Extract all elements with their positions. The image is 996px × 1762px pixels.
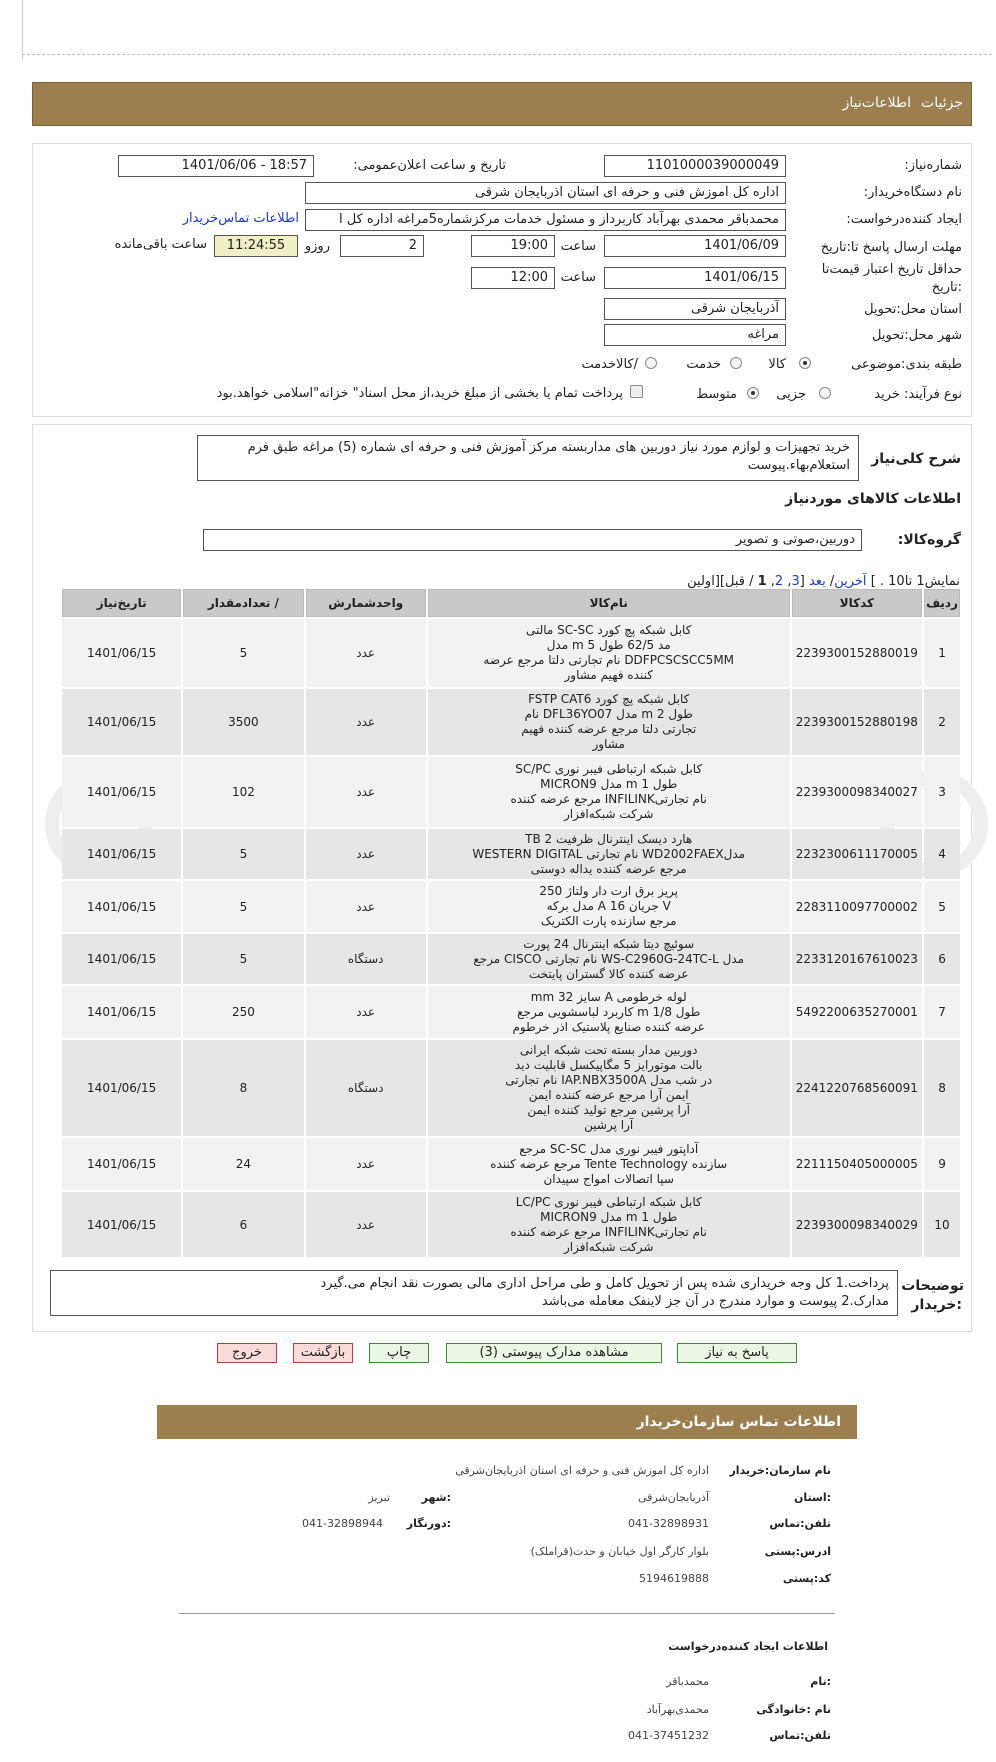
contact-city-label: :شهر	[421, 1491, 451, 1504]
days-label: روزو	[304, 239, 330, 254]
item-description-line: سازنده Tente Technology مرجع عرضه کننده	[490, 1156, 728, 1171]
contact-address-label: ادرس‌:پستی	[764, 1545, 831, 1558]
cell-need-date: 1401/06/15	[62, 689, 181, 755]
item-description-line: DDFPCSCSCC5MM نام تجارتی دلتا مرجع عرضه	[483, 653, 735, 667]
creator-field: محمدباقر محمدی بهرآباد کاربرداز و مسئول خدمات مرکزشماره5مراغه اداره کل ا	[305, 209, 786, 231]
creator-phone-label: تلفن‌:تماس	[769, 1729, 831, 1742]
cell-item-name	[428, 1040, 790, 1136]
col-header-unit: واحدشمارش	[306, 589, 426, 617]
item-description-line: سپا اتصالات امواج سپیدان	[543, 1171, 674, 1186]
exit-button[interactable]: خروج	[217, 1343, 277, 1363]
cell-item-code: 2232300611170005	[792, 829, 922, 879]
process-label: نوع فرآیند: خرید	[874, 387, 962, 402]
item-description-line: مدلWD2002FAEX نام تجارتی WESTERN DIGITAL	[472, 846, 746, 861]
cell-unit: عدد	[306, 619, 426, 687]
table-row	[62, 619, 960, 687]
process-partial-label: جزیی	[776, 387, 806, 402]
goods-info-label: اطلاعات کالاهای موردنیاز	[785, 491, 961, 507]
print-button[interactable]: چاپ	[369, 1343, 429, 1363]
cell-row-number: 6	[924, 934, 960, 984]
notes-label: توضیحات	[901, 1278, 964, 1294]
item-description-line: مدل WS-C2960G-24TC-L نام تجارتی CISCO مرجع	[473, 951, 745, 966]
table-row	[62, 1040, 960, 1136]
pagination-page-2[interactable]: 2	[774, 574, 784, 589]
cell-item-code: 2239300152880019	[792, 619, 922, 687]
creator-family-label: نام :خانوادگی	[756, 1703, 831, 1716]
cell-item-name	[428, 881, 790, 932]
category-goods-label: کالا	[768, 357, 786, 372]
item-description-line: در شب مدل IAP.NBX3500A نام تجارتی	[505, 1073, 713, 1087]
province-label: استان محل‌:تحویل	[864, 302, 962, 317]
cell-item-code: 2239300098340029	[792, 1192, 922, 1257]
creator-phone-value: 041-37451232	[628, 1729, 709, 1742]
creator-label: ایجاد کننده‌درخواست:	[846, 212, 962, 227]
category-both-radio[interactable]	[645, 357, 657, 369]
deadline-hour-label: ساعت	[560, 239, 596, 254]
item-description-line: دوربین مدار بسته تحت شبکه ایرانی	[519, 1043, 698, 1057]
cell-item-name	[428, 986, 790, 1038]
cell-unit: عدد	[306, 986, 426, 1038]
table-header-row	[62, 589, 960, 617]
contact-header	[157, 1405, 857, 1439]
summary-label: شرح کلی‌نیاز	[871, 451, 961, 467]
notes-line-2: مدارک.2 پیوست و موارد مندرج در آن جز لاینفک معامله می‌باشد	[541, 1294, 889, 1309]
item-description-line: مرجع سازنده پارت الکتریک	[540, 914, 677, 928]
cell-quantity: 5	[183, 881, 303, 932]
cell-item-code: 2233120167610023	[792, 934, 922, 984]
item-description-line: مرجع عرضه کننده یداله دوستی	[530, 861, 687, 876]
back-button[interactable]: بازگشت	[293, 1343, 353, 1363]
need-number-field: 1101000039000049	[604, 155, 786, 177]
contact-title: اطلاعات تماس سازمان‌خریدار	[636, 1414, 841, 1430]
cell-item-name	[428, 1192, 790, 1257]
item-description-line: پریز برق ارت دار ولتاژ 250	[539, 884, 678, 898]
cell-quantity: 8	[183, 1040, 303, 1136]
cell-unit: دستگاه	[306, 934, 426, 984]
buyer-label: نام دستگاه‌خریدار:	[863, 185, 962, 200]
cell-need-date: 1401/06/15	[62, 881, 181, 932]
cell-need-date: 1401/06/15	[62, 1138, 181, 1190]
contact-fax-value: 041-32898944	[302, 1517, 383, 1530]
cell-unit: عدد	[306, 881, 426, 932]
pagination-page-1: 1	[757, 574, 767, 589]
cell-unit: عدد	[306, 689, 426, 755]
city-field: مراغه	[604, 324, 786, 346]
cell-row-number: 10	[924, 1192, 960, 1257]
contact-postal-label: کد‌:پستی	[782, 1572, 831, 1585]
pagination: نمایش1 تا10 . ] آخرین/ بعد [3, 2, 1 / قبل][اولین	[687, 574, 960, 589]
item-description-line: کابل شبکه ارتباطی فیبر نوری LC/PC	[515, 1194, 702, 1209]
cell-need-date: 1401/06/15	[62, 986, 181, 1038]
item-description-line: شرکت شبکه‌افزار	[563, 807, 654, 821]
items-table-wrapper	[60, 587, 962, 1259]
col-header-qty: / تعدادمقدار	[183, 589, 303, 617]
items-table	[60, 587, 962, 1259]
cell-need-date: 1401/06/15	[62, 619, 181, 687]
table-row	[62, 1192, 960, 1257]
pagination-next-link[interactable]: بعد	[808, 574, 826, 589]
col-header-code: کدکالا	[792, 589, 922, 617]
item-description-line: آرا پرشین مرجع تولید کننده ایمن	[527, 1103, 690, 1117]
item-description-line: کننده فهیم مشاور	[564, 668, 653, 682]
item-description-line: عرضه کننده صنایع پلاستیک اذر خرطوم	[512, 1019, 705, 1034]
cell-item-code: 5492200635270001	[792, 986, 922, 1038]
item-description	[432, 1195, 786, 1255]
cell-item-name	[428, 689, 790, 755]
summary-field: خرید تجهیزات و لوازم مورد نیاز دوربین های مداربسته مرکز آموزش فنی و حرفه ای شماره (5) مراغه طبق فرم استعلام‌بهاء.پیوست	[197, 435, 859, 481]
cell-item-name	[428, 619, 790, 687]
item-description	[432, 1142, 786, 1187]
contact-postal-value: 5194619888	[639, 1572, 709, 1585]
deadline-date-field: 1401/06/09	[604, 235, 786, 257]
notes-line-1: پرداخت.1 کل وجه خریداری شده پس از تحویل کامل و طی مراحل اداری مالی بصورت نقد انجام می.گیرد	[320, 1276, 889, 1291]
tab-details[interactable]: جزئیات	[921, 95, 963, 111]
need-number-label: شماره‌نیاز:	[904, 158, 962, 173]
contact-province-value: آذربایجان‌شرقی	[638, 1491, 709, 1504]
process-partial-radio[interactable]	[819, 387, 831, 399]
item-description-line: مشاور	[592, 737, 625, 751]
goods-group-label: گروه‌کالا:	[897, 532, 961, 548]
table-row	[62, 689, 960, 755]
province-field: آذربایجان شرقی	[604, 298, 786, 320]
respond-button[interactable]: پاسخ به نیاز	[677, 1343, 797, 1363]
item-description-line: کابل شبکه پچ کورد SC-SC مالتی	[525, 623, 692, 637]
cell-row-number: 9	[924, 1138, 960, 1190]
category-both-label: /کالاخدمت	[581, 357, 638, 372]
item-description	[432, 990, 786, 1035]
table-row	[62, 881, 960, 932]
contact-province-label: :استان	[794, 1491, 831, 1504]
table-row	[62, 934, 960, 984]
cell-unit: دستگاه	[306, 1040, 426, 1136]
item-description-line: طول 1/8 m کاربرد لباسشویی مرجع	[517, 1004, 701, 1019]
item-description-line: کابل شبکه پچ کورد FSTP CAT6	[528, 692, 690, 706]
item-description-line: کابل شبکه ارتباطی فیبر نوری SC/PC	[515, 762, 703, 776]
cell-need-date: 1401/06/15	[62, 757, 181, 827]
contact-org-label: نام سازمان‌:خریدار	[729, 1464, 831, 1477]
item-description-line: آداپتور فیبر نوری مدل SC-SC مرجع	[519, 1141, 699, 1156]
cell-need-date: 1401/06/15	[62, 1040, 181, 1136]
category-service-label: خدمت	[686, 357, 721, 372]
announce-field: 1401/06/06 - 18:57	[118, 155, 314, 177]
payment-checkbox[interactable]	[630, 385, 643, 398]
page-left-border	[22, 0, 23, 60]
view-documents-button[interactable]: مشاهده مدارک پیوستی (3)	[446, 1343, 662, 1363]
cell-need-date: 1401/06/15	[62, 829, 181, 879]
buyer-contact-link[interactable]: اطلاعات تماس‌خریدار	[182, 211, 299, 226]
cell-quantity: 5	[183, 619, 303, 687]
item-description-line: طول 1 m مدل MICRON9	[540, 1209, 678, 1224]
cell-item-name	[428, 829, 790, 879]
cell-item-code: 2239300098340027	[792, 757, 922, 827]
item-description-line: آرا پرشین	[584, 1118, 634, 1132]
cell-item-name	[428, 1138, 790, 1190]
creator-name-label: :نام	[810, 1675, 831, 1688]
category-label: طبقه بندی‌:موضوعی	[851, 357, 962, 372]
contact-address-value: بلوار کارگر اول خیابان و حدت(قراملک)	[530, 1545, 709, 1558]
page-top-divider	[22, 54, 992, 55]
item-description-line: نام تجارتیINFILINK مرجع عرضه کننده	[510, 1224, 707, 1239]
cell-quantity: 3500	[183, 689, 303, 755]
deadline-label: مهلت ارسال پاسخ تا‌:تاریخ	[820, 240, 962, 255]
item-description	[432, 832, 786, 877]
pagination-end: / قبل][اولین	[687, 574, 754, 589]
item-description	[432, 762, 786, 822]
cell-quantity: 24	[183, 1138, 303, 1190]
cell-unit: عدد	[306, 1192, 426, 1257]
item-description	[432, 937, 786, 982]
item-description-line: تجارتی دلتا مرجع عرضه کننده فهیم	[521, 722, 697, 736]
cell-row-number: 5	[924, 881, 960, 932]
process-medium-label: متوسط	[696, 387, 737, 402]
cell-item-name	[428, 757, 790, 827]
col-header-row: ردیف	[924, 589, 960, 617]
cell-need-date: 1401/06/15	[62, 1192, 181, 1257]
cell-quantity: 102	[183, 757, 303, 827]
cell-item-code: 2283110097700002	[792, 881, 922, 932]
creator-family-value: محمدی‌بهرآباد	[646, 1703, 709, 1716]
cell-item-code: 2239300152880198	[792, 689, 922, 755]
item-description-line: طول 2 m مدل DFL36YO07 نام	[524, 707, 693, 721]
category-service-radio[interactable]	[730, 357, 742, 369]
item-description-line: شرکت شبکه‌افزار	[563, 1239, 654, 1254]
cell-quantity: 6	[183, 1192, 303, 1257]
contact-phone-value: 041-32898931	[628, 1517, 709, 1530]
col-header-date: تاریخ‌نیاز	[62, 589, 181, 617]
announce-label: تاریخ و ساعت اعلان‌عمومی:	[353, 158, 506, 173]
item-description-line: نام تجارتیINFILINK مرجع عرضه کننده	[510, 792, 707, 806]
cell-unit: عدد	[306, 829, 426, 879]
cell-unit: عدد	[306, 757, 426, 827]
table-row	[62, 1138, 960, 1190]
contact-divider	[179, 1613, 835, 1614]
contact-phone-label: تلفن‌:تماس	[769, 1517, 831, 1530]
validity-label: حداقل تاریخ اعتبار قیمت‌تا	[821, 262, 962, 277]
item-description	[432, 623, 786, 683]
table-row	[62, 829, 960, 879]
item-description-line: V جریان 16 A مدل برکه	[546, 899, 671, 913]
buyer-field: اداره کل اموزش فنی و حرفه ای استان اذربایجان شرقی	[305, 182, 786, 204]
cell-need-date: 1401/06/15	[62, 934, 181, 984]
item-description-line: سوئیچ دیتا شبکه اینترنال 24 پورت	[523, 936, 695, 951]
validity-label-2: :تاریخ	[931, 280, 962, 295]
item-description-line: ایمن آرا مرجع عرضه کننده ایمن	[528, 1088, 689, 1102]
cell-quantity: 5	[183, 829, 303, 879]
item-description-line: هارد دیسک اینترنال ظرفیت 2 TB	[525, 831, 693, 846]
col-header-name: نام‌کالا	[428, 589, 790, 617]
goods-group-field: دوربین،صوتی و تصویر	[203, 529, 862, 551]
cell-unit: عدد	[306, 1138, 426, 1190]
title-bar	[32, 82, 972, 126]
cell-row-number: 4	[924, 829, 960, 879]
remaining-time-field: 11:24:55	[214, 235, 298, 257]
pagination-page-3[interactable]: 3	[791, 574, 800, 589]
cell-item-code: 2211150405000005	[792, 1138, 922, 1190]
process-medium-radio[interactable]	[747, 387, 759, 399]
cell-row-number: 2	[924, 689, 960, 755]
validity-hour-label: ساعت	[560, 270, 596, 285]
contact-org-value: اداره کل اموزش فنی و حرفه ای استان اذربایجان‌شرقی	[455, 1464, 709, 1477]
city-label: شهر محل‌:تحویل	[872, 328, 962, 343]
pagination-start: نمایش1 تا10 . ]	[870, 574, 960, 589]
item-description-line: مد 62/5 طول 5 m مدل	[546, 638, 671, 652]
remaining-label: ساعت باقی‌مانده	[114, 237, 207, 252]
creator-name-value: محمدباقر	[666, 1675, 709, 1688]
payment-note: پرداخت تمام یا بخشی از مبلغ خرید،از محل اسناد" خزانه"اسلامی خواهد.بود	[216, 386, 623, 401]
contact-fax-label: :دورنگار	[406, 1517, 451, 1530]
cell-row-number: 7	[924, 986, 960, 1038]
table-row	[62, 757, 960, 827]
item-description-line: طول 1 m مدل MICRON9	[540, 777, 678, 791]
pagination-last-link[interactable]: آخرین	[834, 574, 867, 589]
item-description	[432, 1043, 786, 1133]
item-description	[432, 884, 786, 929]
item-description-line: عرضه کننده کالا گستران پایتخت	[528, 966, 689, 981]
creator-section-title: اطلاعات ایجاد کننده‌درخواست	[668, 1640, 828, 1653]
cell-row-number: 1	[924, 619, 960, 687]
validity-date-field: 1401/06/15	[604, 267, 786, 289]
cell-item-name	[428, 934, 790, 984]
notes-field	[50, 1270, 898, 1316]
cell-row-number: 8	[924, 1040, 960, 1136]
cell-quantity: 5	[183, 934, 303, 984]
days-field: 2	[340, 235, 424, 257]
contact-city-value: تبریز	[368, 1491, 390, 1504]
cell-row-number: 3	[924, 757, 960, 827]
item-description	[432, 692, 786, 752]
validity-time-field: 12:00	[471, 267, 555, 289]
cell-quantity: 250	[183, 986, 303, 1038]
table-row	[62, 986, 960, 1038]
cell-item-code: 2241220768560091	[792, 1040, 922, 1136]
category-goods-radio[interactable]	[799, 357, 811, 369]
tab-need-info[interactable]: اطلاعات‌نیاز	[842, 95, 911, 111]
item-description-line: بالت موتورایز 5 مگاپیکسل قابلیت دید	[514, 1058, 703, 1072]
item-description-line: لوله خرطومی A سایز 32 mm	[530, 989, 687, 1004]
deadline-time-field: 19:00	[471, 235, 555, 257]
notes-label-2: :خریدار	[911, 1297, 962, 1313]
